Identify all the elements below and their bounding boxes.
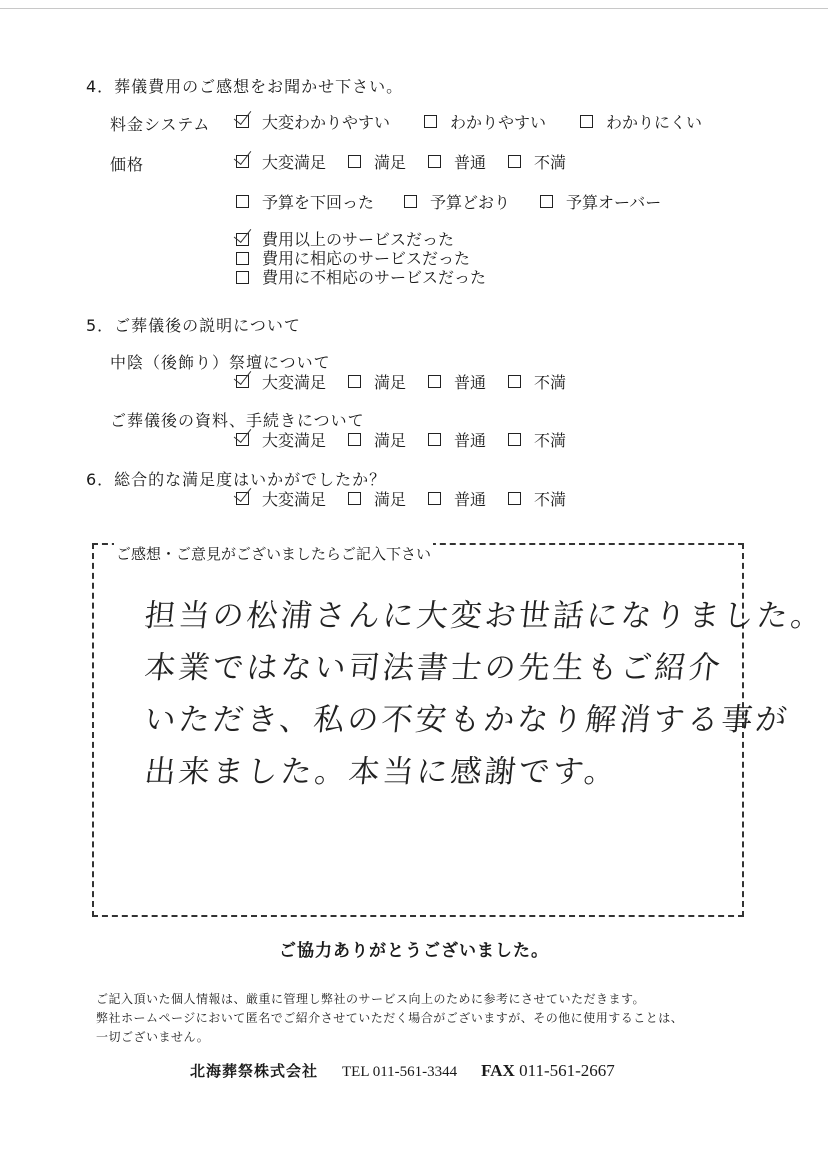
fee-system-option[interactable]: わかりにくい — [580, 110, 702, 133]
budget-option[interactable]: 予算を下回った — [236, 190, 374, 213]
checkbox-checked-icon[interactable] — [236, 492, 249, 505]
privacy-note: 一切ございません。 — [96, 1030, 210, 1044]
checkbox-icon[interactable] — [428, 155, 441, 168]
checkbox-checked-icon[interactable] — [236, 155, 249, 168]
checkbox-icon[interactable] — [428, 492, 441, 505]
altar-options — [236, 370, 588, 393]
checkbox-icon[interactable] — [236, 195, 249, 208]
checkbox-icon[interactable] — [348, 492, 361, 505]
checkbox-icon[interactable] — [508, 433, 521, 446]
altar-label: 中陰（後飾り）祭壇について — [110, 353, 331, 372]
satisfaction-option[interactable]: 不満 — [508, 487, 566, 510]
q6-options — [236, 487, 588, 510]
q5-title: 5．ご葬儀後の説明について — [86, 316, 301, 335]
fee-system-option[interactable]: 大変わかりやすい — [236, 110, 390, 133]
comment-line: 担当の松浦さんに大変お世話になりました。 — [142, 598, 827, 634]
altar-option[interactable]: 不満 — [508, 370, 566, 393]
comment-line: いただき、私の不安もかなり解消する事が — [142, 702, 792, 738]
thanks-message: ご協力ありがとうございました。 — [279, 941, 549, 961]
fee-system-label: 料金システム — [110, 115, 211, 134]
checkbox-icon[interactable] — [508, 155, 521, 168]
documents-option[interactable]: 普通 — [428, 428, 486, 451]
budget-options — [236, 190, 683, 213]
altar-option[interactable]: 大変満足 — [236, 370, 326, 393]
budget-option[interactable]: 予算どおり — [404, 190, 510, 213]
documents-option[interactable]: 大変満足 — [236, 428, 326, 451]
checkbox-icon[interactable] — [348, 155, 361, 168]
price-options — [236, 150, 588, 173]
checkbox-checked-icon[interactable] — [236, 233, 249, 246]
checkbox-icon[interactable] — [580, 115, 593, 128]
checkbox-icon[interactable] — [428, 433, 441, 446]
documents-label: ご葬儀後の資料、手続きについて — [110, 411, 365, 430]
checkbox-icon[interactable] — [424, 115, 437, 128]
checkbox-icon[interactable] — [540, 195, 553, 208]
documents-option[interactable]: 不満 — [508, 428, 566, 451]
altar-option[interactable]: 満足 — [348, 370, 406, 393]
privacy-note: ご記入頂いた個人情報は、厳重に管理し弊社のサービス向上のために参考にさせていただきます。 — [96, 992, 646, 1006]
comment-line: 出来ました。本当に感謝です。 — [142, 754, 621, 790]
documents-options — [236, 428, 588, 451]
checkbox-icon[interactable] — [508, 492, 521, 505]
footer — [190, 1060, 615, 1081]
value-options — [236, 230, 486, 287]
checkbox-icon[interactable] — [348, 375, 361, 388]
price-option[interactable]: 不満 — [508, 150, 566, 173]
checkbox-checked-icon[interactable] — [236, 115, 249, 128]
fax-number — [481, 1061, 615, 1081]
checkbox-icon[interactable] — [348, 433, 361, 446]
price-option[interactable]: 大変満足 — [236, 150, 326, 173]
checkbox-icon[interactable] — [404, 195, 417, 208]
fee-system-options — [236, 110, 724, 133]
q4-title: 4．葬儀費用のご感想をお聞かせ下さい。 — [86, 77, 404, 96]
privacy-note: 弊社ホームページにおいて匿名でご紹介させていただく場合がございますが、その他に使用することは、 — [96, 1011, 684, 1025]
checkbox-icon[interactable] — [236, 271, 249, 284]
company-name: 北海葬祭株式会社 — [190, 1062, 319, 1080]
price-option[interactable]: 普通 — [428, 150, 486, 173]
altar-option[interactable]: 普通 — [428, 370, 486, 393]
fax-number-value: 011-561-2667 — [519, 1061, 615, 1080]
satisfaction-option[interactable]: 満足 — [348, 487, 406, 510]
checkbox-checked-icon[interactable] — [236, 375, 249, 388]
price-option[interactable]: 満足 — [348, 150, 406, 173]
value-option[interactable]: 費用以上のサービスだった — [236, 230, 486, 249]
checkbox-checked-icon[interactable] — [236, 433, 249, 446]
comment-line: 本業ではない司法書士の先生もご紹介 — [142, 650, 725, 686]
top-rule — [0, 8, 828, 9]
q6-title: 6．総合的な満足度はいかがでしたか？ — [86, 470, 387, 489]
phone-number: TEL 011-561-3344 — [342, 1064, 458, 1080]
satisfaction-option[interactable]: 普通 — [428, 487, 486, 510]
value-option[interactable]: 費用に相応のサービスだった — [236, 249, 486, 268]
documents-option[interactable]: 満足 — [348, 428, 406, 451]
checkbox-icon[interactable] — [236, 252, 249, 265]
value-option[interactable]: 費用に不相応のサービスだった — [236, 268, 486, 287]
price-label: 価格 — [110, 155, 145, 174]
budget-option[interactable]: 予算オーバー — [540, 190, 661, 213]
fax-label: FAX — [481, 1061, 515, 1080]
comment-box-title: ご感想・ご意見がございましたらご記入下さい — [116, 545, 432, 563]
fee-system-option[interactable]: わかりやすい — [424, 110, 546, 133]
satisfaction-option[interactable]: 大変満足 — [236, 487, 326, 510]
checkbox-icon[interactable] — [508, 375, 521, 388]
checkbox-icon[interactable] — [428, 375, 441, 388]
